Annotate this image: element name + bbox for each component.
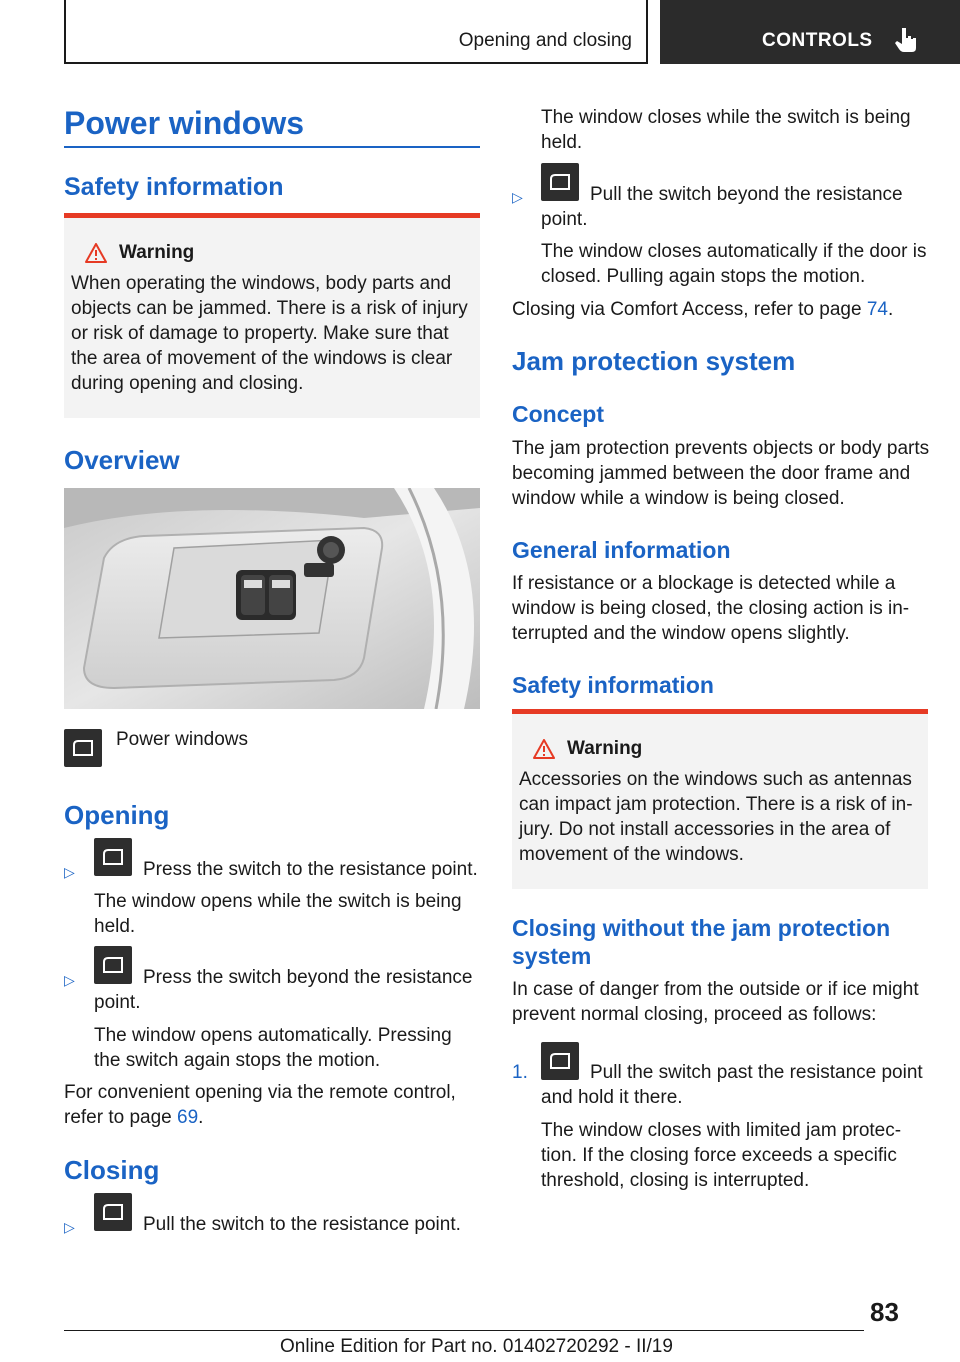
warning-text: When operating the windows, body parts and objects can be jammed. There is a risk of injury or risk of damage to property. Make sure that the area of movement of the windows is clear during opening and closing.: [71, 273, 468, 394]
bullet-triangle-icon: ▷: [64, 972, 75, 988]
hand-pointer-icon: [894, 26, 920, 54]
without-jam-heading: Closing without the jam protection system: [512, 915, 891, 969]
opening-item-1-sub: The window opens while the switch is being held.: [94, 891, 462, 937]
footer-edition: Online Edition for Part no. 01402720292 - II/19: [280, 1336, 673, 1357]
comfort-page-link[interactable]: 74: [866, 299, 888, 320]
overview-heading: Overview: [64, 445, 180, 475]
remote-text: For convenient opening via the remote control, refer to page: [64, 1082, 456, 1128]
concept-text: The jam protection prevents objects or body parts becoming jammed between the door frame and window while a window is being closed.: [512, 438, 930, 509]
warning-box-2: [512, 709, 928, 889]
opening-item-1: Press the switch to the resistance point.: [143, 859, 478, 880]
closing-item-1-sub: The window closes while the switch is being held.: [541, 107, 911, 153]
general-info-text: If resistance or a blockage is detected while a window is being closed, the closing action is in-terrupted and the window opens slightly.: [512, 573, 910, 644]
door-switch-photo: [64, 488, 480, 709]
opening-item-2-sub: The window opens automatically. Pressing the switch again stops the motion.: [94, 1025, 452, 1071]
bullet-triangle-icon: ▷: [512, 189, 523, 205]
window-switch-icon: [94, 1193, 132, 1231]
title-rule: [64, 146, 480, 148]
warning-header: [533, 736, 921, 761]
page-number: 83: [870, 1297, 899, 1327]
header-section-box: [64, 0, 648, 64]
bullet-triangle-icon: ▷: [64, 1219, 75, 1235]
warning-label: Warning: [567, 738, 643, 759]
step-1-sub: The window closes with limited jam protec-tion. If the closing force exceeds a specific threshold, closing is interrupted.: [541, 1120, 902, 1191]
footer-rule: [64, 1330, 864, 1331]
closing-item-2-sub: The window closes automatically if the door is closed. Pulling again stops the motion.: [541, 241, 927, 287]
header-chapter-tab: [660, 0, 960, 64]
remote-page-link[interactable]: 69: [177, 1107, 199, 1128]
closing-heading: Closing: [64, 1155, 160, 1185]
warning-triangle-icon: [533, 739, 555, 759]
safety-heading-right: Safety information: [512, 672, 714, 698]
jam-protection-heading: Jam protection system: [512, 346, 796, 376]
window-switch-icon: [64, 729, 102, 767]
header-section-title: Opening and closing: [458, 30, 632, 51]
comfort-paragraph: Closing via Comfort Access, refer to page 74.: [512, 299, 894, 320]
comfort-text: Closing via Comfort Access, refer to page: [512, 299, 867, 320]
warning-label: Warning: [119, 242, 195, 263]
without-jam-text: In case of danger from the outside or if ice might prevent normal closing, proceed as follows:: [512, 979, 919, 1025]
opening-item-2: Press the switch beyond the resistance point.: [94, 967, 473, 1013]
step-1-text: Pull the switch past the resistance point and hold it there.: [541, 1062, 923, 1108]
warning-header: [85, 240, 473, 265]
closing-item-2: Pull the switch beyond the resistance point.: [541, 184, 903, 230]
warning-triangle-icon: [85, 243, 107, 263]
opening-heading: Opening: [64, 800, 170, 830]
concept-heading: Concept: [512, 401, 604, 427]
window-switch-icon: [94, 838, 132, 876]
safety-heading-left: Safety information: [64, 173, 284, 201]
warning-box-1: [64, 213, 480, 418]
warning-text: Accessories on the windows such as antennas can impact jam protection. There is a risk of in-jury. Do not install accessories in the area of movement of the windows.: [519, 769, 913, 865]
step-1-number: 1.: [512, 1062, 528, 1083]
bullet-triangle-icon: ▷: [64, 864, 75, 880]
closing-item-1: Pull the switch to the resistance point.: [143, 1214, 461, 1235]
header-chapter-title: CONTROLS: [762, 30, 873, 51]
overview-caption: Power windows: [116, 729, 248, 750]
remote-paragraph: For convenient opening via the remote control, refer to page 69.: [64, 1082, 456, 1128]
general-info-heading: General information: [512, 537, 731, 563]
page-title: Power windows: [64, 105, 305, 141]
